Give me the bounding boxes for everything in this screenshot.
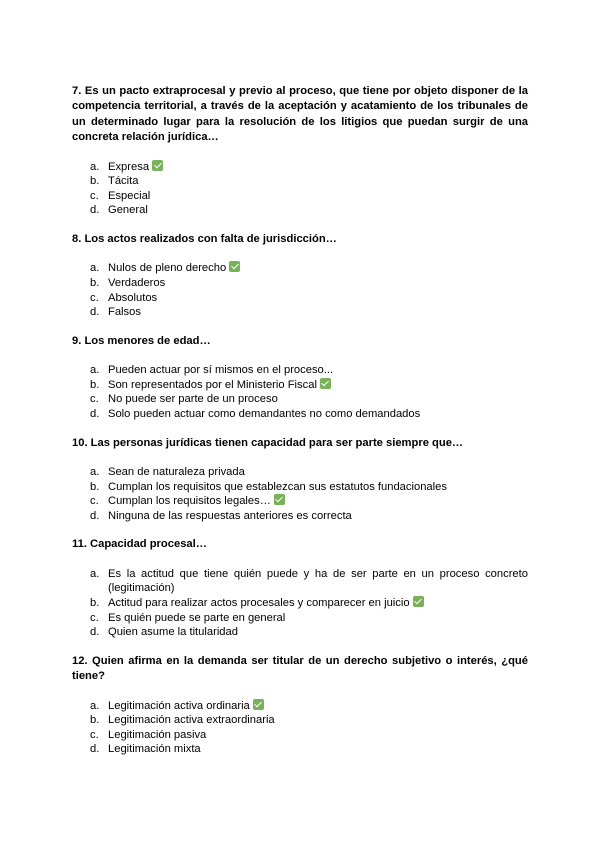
option-d: d. Solo pueden actuar como demandantes no como demandados [90,407,421,420]
question-title: 8. Los actos realizados con falta de jurisdicción… [72,233,337,245]
option-a: a. Expresa [72,160,528,175]
check-icon [253,699,264,710]
check-icon [413,596,424,607]
option-a: a. Nulos de pleno derecho [72,261,528,276]
question-10 [72,436,528,524]
check-icon [229,261,240,272]
option-d: d. Legitimación mixta [90,743,201,756]
option-c: c. Especial [90,189,151,202]
question-title: 7. Es un pacto extraprocesal y previo al proceso, que tiene por objeto disponer de la competencia territorial, a través de la aceptación y acatamiento de los tribunales de un determinado lugar para la resolución de los litigios que puedan surgir de una concreta relación jurídica… [72,85,528,144]
option-a: a. Legitimación activa ordinaria [72,699,528,714]
question-7 [72,84,528,218]
option-a: a. Sean de naturaleza privada [90,465,245,478]
option-b: b. Verdaderos [90,277,166,289]
option-b: b. Legitimación activa extraordinaria [90,714,275,727]
option-c: c. Legitimación pasiva [90,728,207,741]
question-9 [72,334,528,422]
check-icon [274,494,285,505]
option-b: b. Cumplan los requisitos que establezcan sus estatutos fundacionales [90,480,447,493]
option-c: c. Es quién puede se parte en general [90,611,286,624]
option-b: b. Son representados por el Ministerio Fiscal [72,378,528,393]
options-list [72,160,528,218]
option-c: c. Cumplan los requisitos legales… [72,494,528,509]
option-a: a. Pueden actuar por sí mismos en el proceso... [90,364,334,377]
question-title: 9. Los menores de edad… [72,334,211,347]
option-c: c. No puede ser parte de un proceso [90,393,278,406]
option-d: d. Falsos [90,306,141,319]
option-d: d. Quien asume la titularidad [90,626,238,639]
option-d: d. Ninguna de las respuestas anteriores es correcta [90,509,352,522]
options-list [72,363,528,421]
question-title: 10. Las personas jurídicas tienen capacidad para ser parte siempre que… [72,436,464,449]
option-b: b. Actitud para realizar actos procesales y comparecer en juicio [72,596,528,611]
option-b: b. Tácita [90,175,139,188]
question-8 [72,232,528,320]
question-title: 11. Capacidad procesal… [72,538,207,551]
question-title: 12. Quien afirma en la demanda ser titular de un derecho subjetivo o interés, ¿qué tiene? [72,654,528,683]
options-list [72,465,528,523]
option-c: c. Absolutos [90,291,158,304]
question-12 [72,654,528,757]
option-a: a. Es la actitud que tiene quién puede y ha de ser parte en un proceso concreto (legitimación) [90,567,528,595]
options-list [72,261,528,319]
option-d: d. General [90,204,148,217]
document-page [72,84,528,757]
options-list [72,567,528,640]
options-list [72,699,528,757]
check-icon [152,160,163,171]
question-11 [72,537,528,639]
check-icon [320,378,331,389]
